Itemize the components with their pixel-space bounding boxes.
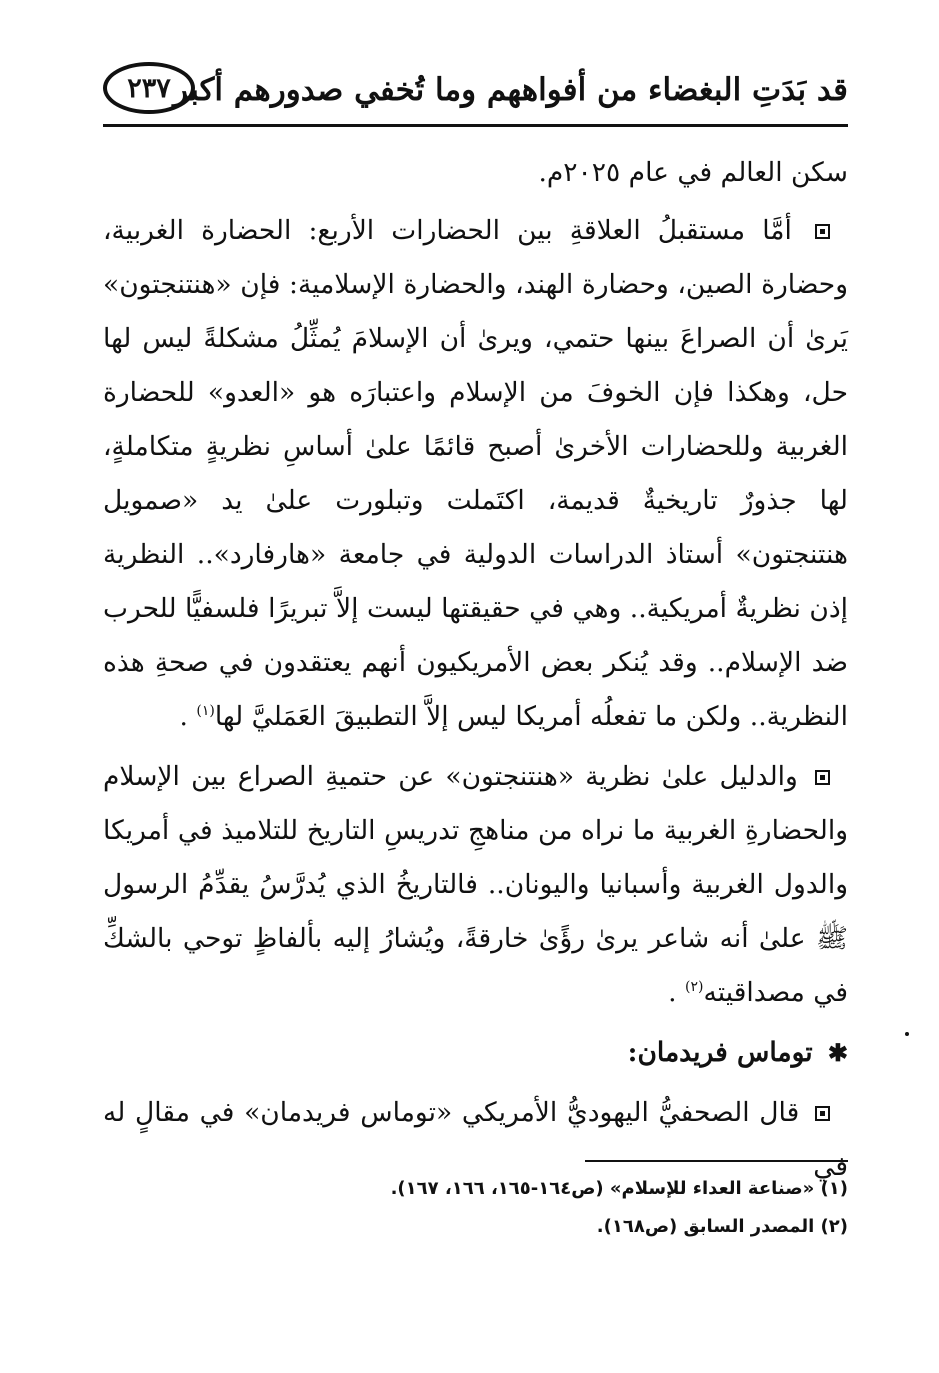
footnote-ref: (١) [196,703,215,720]
paragraph-continuation [103,146,848,200]
paragraph [103,750,848,1020]
paragraph-text: والدليل علىٰ نظرية «هنتنجتون» عن حتميةِ الصراع بين الإسلام والحضارةِ الغربية ما نراه من مناهجِ تدريسِ التاريخ للتلاميذ في أمريكا والدول الغربية وأسبانيا واليونان.. فالتاريخُ الذي يُدرَّسُ يقدِّمُ الرسول ﷺ علىٰ أنه شاعر يرىٰ رؤًىٰ خارقةً، ويُشارُ إليه بألفاظٍ توحي بالشكِّ في مصداقيته [103,761,848,1008]
square-bullet-icon [815,770,830,785]
square-bullet-icon [815,1106,830,1121]
page-number: ٢٣٧ [103,62,195,114]
footnotes [103,1170,848,1246]
running-title: قد بَدَتِ البغضاء من أفواههم وما تُخفي صدورهم أكبر [173,72,848,108]
body-text [103,146,848,1200]
heading-text: توماس فريدمان: [627,1037,813,1068]
section-heading [103,1026,848,1080]
square-bullet-icon [815,224,830,239]
footnote-rule [585,1160,848,1162]
header-rule [103,124,848,127]
paragraph-text: سكن العالم في عام ٢٠٢٥م. [538,157,848,188]
paragraph-end: . [179,701,188,732]
paragraph-text: أمَّا مستقبلُ العلاقةِ بين الحضارات الأربع: الحضارة الغربية، وحضارة الصين، وحضارة الهند، والحضارة الإسلامية: فإن «هنتنجتون» يَرىٰ أن الصراعَ بينها حتمي، ويرىٰ أن الإسلامَ يُمثِّلُ مشكلةً ليس لها حل، وهكذا فإن الخوفَ من الإسلام واعتبارَه هو «العدو» للحضارة الغربية وللحضارات الأخرىٰ أصبح قائمًا علىٰ أساسِ نظريةٍ متكاملةٍ، لها جذورٌ تاريخيةٌ قديمة، اكتَملت وتبلورت علىٰ يد «صمويل هنتنجتون» أستاذ الدراسات الدولية في جامعة «هارفارد».. النظرية إذن نظريةٌ أمريكية.. وهي في حقيقتها ليست إلاَّ تبريرًا فلسفيًّا للحرب ضد الإسلام.. وقد يُنكر بعض الأمريكيون أنهم يعتقدون في صحةِ هذه النظرية.. ولكن ما تفعلُه أمريكا ليس إلاَّ التطبيقَ العَمَليَّ لها [103,215,848,732]
paragraph-text: قال الصحفيُّ اليهوديُّ الأمريكي «توماس فريدمان» في مقالٍ له في [103,1097,848,1182]
footnote-2: (٢) المصدر السابق (ص١٦٨). [596,1216,848,1237]
footnote-ref: (٢) [685,979,704,996]
footnote-1: (١) «صناعة العداء للإسلام» (ص١٦٤-١٦٥، ١٦٦، ١٦٧). [390,1178,848,1199]
paragraph-end: . [668,977,677,1008]
page-header [103,62,848,124]
scan-speck [905,1032,909,1036]
paragraph [103,204,848,744]
asterisk-icon: ✱ [827,1038,848,1067]
